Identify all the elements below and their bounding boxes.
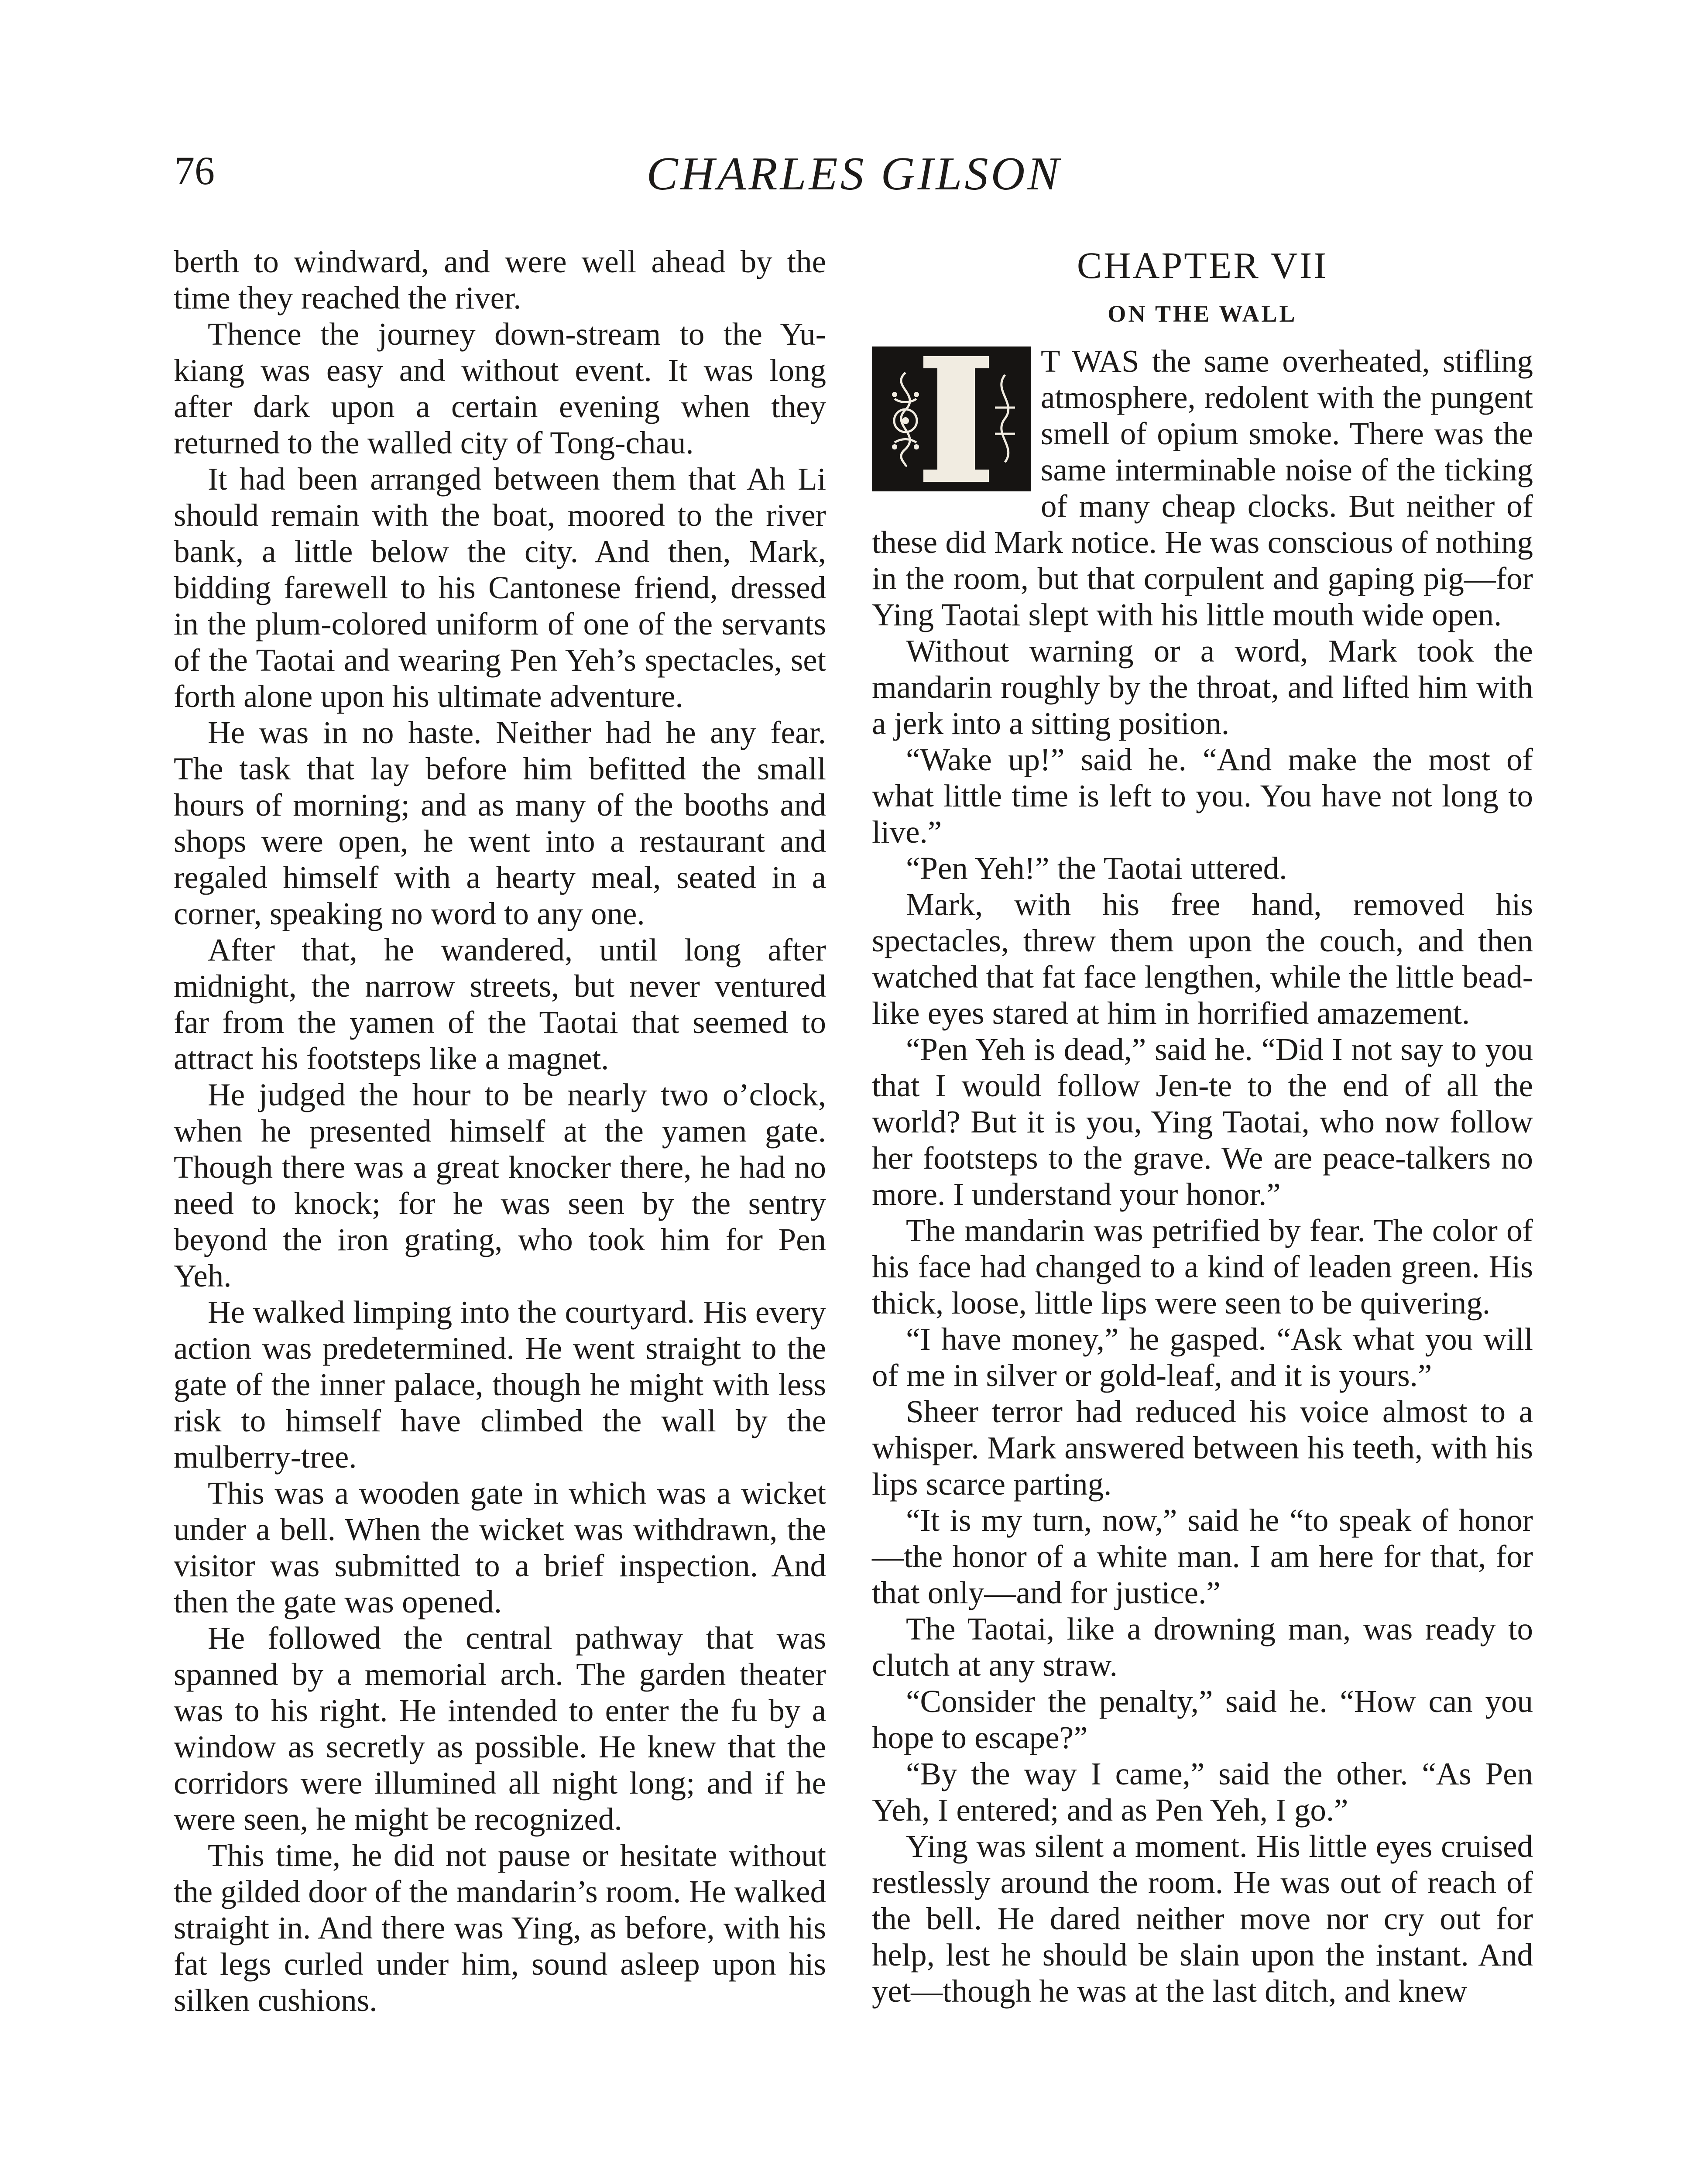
paragraph: “Wake up!” said he. “And make the most of what little time is left to you. You have not long to live.” — [872, 742, 1533, 850]
paragraph: “By the way I came,” said the other. “As Pen Yeh, I entered; and as Pen Yeh, I go.” — [872, 1756, 1533, 1828]
floral-ornament-icon — [881, 368, 929, 469]
paragraph: He judged the hour to be nearly two o’clock, when he presented himself at the yamen gate. Though there was a great knocker there, he had no need to knock; for he was seen by the sentry beyond the iron grating, who took him for Pen Yeh. — [174, 1077, 826, 1293]
paragraph: “It is my turn, now,” said he “to speak of honor—the honor of a white man. I am here for that, for that only—and for justice.” — [872, 1503, 1533, 1610]
left-column — [174, 244, 826, 2018]
paragraph: He was in no haste. Neither had he any fear. The task that lay before him befitted the small hours of morning; and as many of the booths and shops were open, he went into a restaurant and regaled himself with a hearty meal, seated in a corner, speaking no word to any one. — [174, 715, 826, 931]
opening-paragraph-text: T WAS the same overheated, stifling atmosphere, redolent with the pungent smell of opium smoke. There was the same interminable noise of the ticking of many cheap clocks. But neither of these did Mark notice. He was conscious of nothing in the room, but that corpulent and gaping pig—for Ying Taotai slept with his little mouth wide open. — [872, 343, 1533, 632]
paragraph: “Pen Yeh is dead,” said he. “Did I not say to you that I would follow Jen-te to the end of all the world? But it is you, Ying Taotai, who now follow her footsteps to the grave. We are peace-talkers no more. I understand your honor.” — [872, 1032, 1533, 1212]
chapter-opening-paragraph — [872, 343, 1533, 633]
paragraph: This was a wooden gate in which was a wicket under a bell. When the wicket was withdrawn, the visitor was submitted to a brief inspection. And then the gate was opened. — [174, 1475, 826, 1619]
paragraph: Ying was silent a moment. His little eyes cruised restlessly around the room. He was out of reach of the bell. He dared neither move nor cry out for help, lest he should be slain upon the instant. And yet—though he was at the last ditch, and knew — [872, 1829, 1533, 2009]
paragraph: Mark, with his free hand, removed his spectacles, threw them upon the couch, and then watched that fat face lengthen, while the little bead-like eyes stared at him in horrified amazement. — [872, 887, 1533, 1031]
paragraph: The mandarin was petrified by fear. The color of his face had changed to a kind of leaden green. His thick, loose, little lips were seen to be quivering. — [872, 1213, 1533, 1321]
paragraph: He walked limping into the courtyard. His every action was predetermined. He went straight to the gate of the inner palace, though he might with less risk to himself have climbed the wall by the mulberry-tree. — [174, 1294, 826, 1475]
paragraph: “I have money,” he gasped. “Ask what you will of me in silver or gold-leaf, and it is yours.” — [872, 1321, 1533, 1393]
chapter-title: CHAPTER VII — [1077, 244, 1328, 286]
paragraph: Thence the journey down-stream to the Yu-kiang was easy and without event. It was long after dark upon a certain evening when they returned to the walled city of Tong-chau. — [174, 316, 826, 460]
paragraph: After that, he wandered, until long after midnight, the narrow streets, but never ventured far from the yamen of the Taotai that seemed to attract his footsteps like a magnet. — [174, 932, 826, 1076]
paragraph: Sheer terror had reduced his voice almost to a whisper. Mark answered between his teeth, with his lips scarce parting. — [872, 1394, 1533, 1502]
paragraph: It had been arranged between them that Ah Li should remain with the boat, moored to the river bank, a little below the city. And then, Mark, bidding farewell to his Cantonese friend, dressed in the plum-colored uniform of one of the servants of the Taotai and wearing Pen Yeh’s spectacles, set forth alone upon his ultimate adventure. — [174, 461, 826, 714]
paragraph: This time, he did not pause or hesitate without the gilded door of the mandarin’s room. He walked straight in. And there was Ying, as before, with his fat legs curled under him, sound asleep upon his silken cushions. — [174, 1838, 826, 2018]
running-head: CHARLES GILSON — [646, 148, 1062, 200]
page-number: 76 — [175, 148, 215, 193]
paragraph: Without warning or a word, Mark took the mandarin roughly by the throat, and lifted him with a jerk into a sitting position. — [872, 633, 1533, 741]
drop-cap-ornament — [872, 347, 1031, 491]
chapter-subtitle: ON THE WALL — [1108, 301, 1297, 327]
paragraph: “Pen Yeh!” the Taotai uttered. — [906, 851, 1287, 886]
paragraph: He followed the central pathway that was spanned by a memorial arch. The garden theater was to his right. He intended to enter the fu by a window as secretly as possible. He knew that the corridors were illumined all night long; and if he were seen, he might be recognized. — [174, 1620, 826, 1837]
paragraph: berth to windward, and were well ahead by the time they reached the river. — [174, 244, 826, 316]
leaf-ornament-icon — [986, 368, 1024, 469]
right-column — [872, 244, 1533, 2009]
paragraph: “Consider the penalty,” said he. “How can you hope to escape?” — [872, 1684, 1533, 1755]
paragraph: The Taotai, like a drowning man, was ready to clutch at any straw. — [872, 1611, 1533, 1683]
